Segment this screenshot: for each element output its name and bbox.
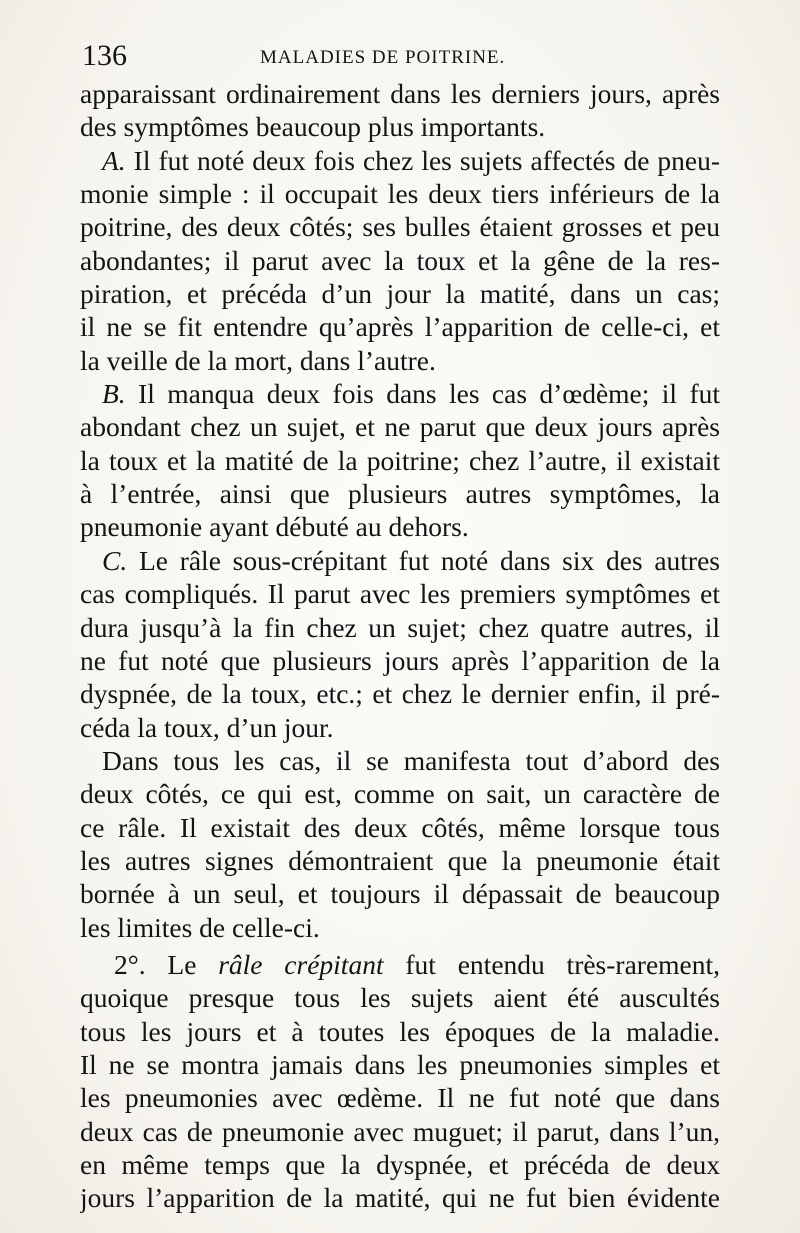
text-line: les autres signes démontraient que la pneumonie était — [80, 844, 720, 876]
text-line: céda la toux, d’un jour. — [80, 711, 334, 743]
paragraph-b-first-line — [80, 377, 720, 410]
page-header — [80, 38, 720, 78]
body-text — [80, 77, 720, 1215]
text-line: pneumonie ayant débuté au dehors. — [80, 511, 469, 543]
text-line: la toux et la matité de la poitrine; chez l’autre, il existait — [80, 444, 720, 476]
paragraph-2-first-line — [80, 948, 720, 981]
text-line: abondant chez un sujet, et ne parut que deux jours après — [80, 411, 720, 443]
text-line: dyspnée, de la toux, etc.; et chez le dernier enfin, il pré- — [80, 678, 720, 710]
paragraph-marker-2: 2°. Le — [114, 948, 197, 980]
page-number: 136 — [82, 39, 127, 72]
text-line: piration, et précéda d’un jour la matité, dans un cas; — [80, 278, 720, 310]
text-line: en même temps que la dyspnée, et précéda de deux — [80, 1149, 720, 1180]
text-line: Dans tous les cas, il se manifesta tout d’abord des — [102, 744, 720, 776]
text-line: jours l’apparition de la matité, qui ne fut bien évidente — [80, 1182, 720, 1214]
text-line: bornée à un seul, et toujours il dépassait de beaucoup — [80, 878, 720, 910]
paragraph-c-first-line — [80, 544, 720, 577]
text-line: la veille de la mort, dans l’autre. — [80, 344, 436, 376]
text-line: Il fut noté deux fois chez les sujets affectés de pneu- — [133, 144, 720, 176]
text-line: Il ne se montra jamais dans les pneumonies simples et — [80, 1048, 720, 1080]
text-line: il ne se fit entendre qu’après l’apparition de celle-ci, et — [80, 311, 720, 343]
paragraph-marker-c: C. — [102, 544, 128, 576]
text-line: les pneumonies avec œdème. Il ne fut noté que dans — [80, 1082, 720, 1114]
paragraph-a-first-line — [80, 144, 720, 177]
text-line: ce râle. Il existait des deux côtés, même lorsque tous — [80, 811, 720, 843]
text-line: cas compliqués. Il parut avec les premiers symptômes et — [80, 578, 720, 610]
text-line: ne fut noté que plusieurs jours après l’apparition de la — [80, 644, 720, 676]
text-line: à l’entrée, ainsi que plusieurs autres symptômes, la — [80, 478, 720, 510]
text-line: Le râle sous-crépitant fut noté dans six des autres — [138, 544, 720, 576]
text-line: poitrine, des deux côtés; ses bulles étaient grosses et peu — [80, 211, 720, 243]
term-rale-crepitant: râle crépitant — [218, 948, 384, 980]
text-line: les limites de celle-ci. — [80, 911, 320, 943]
text-line: apparaissant ordinairement dans les derniers jours, après — [80, 78, 720, 109]
text-line: deux cas de pneumonie avec muguet; il parut, dans l’un, — [80, 1115, 720, 1147]
text-line: des symptômes beaucoup plus importants. — [80, 111, 546, 143]
paragraph-marker-b: B. — [102, 378, 126, 410]
text-line: Il manqua deux fois dans les cas d’œdème; il fut — [138, 378, 720, 410]
paragraph-marker-a: A. — [102, 144, 126, 176]
text-line: fut entendu très-rarement, — [405, 948, 720, 980]
running-head: MALADIES DE POITRINE. — [260, 47, 506, 68]
text-line: dura jusqu’à la fin chez un sujet; chez quatre autres, il — [80, 611, 720, 643]
text-line: abondantes; il parut avec la toux et la gêne de la res- — [80, 244, 720, 276]
text-line: monie simple : il occupait les deux tiers inférieurs de la — [80, 178, 720, 210]
text-line: deux côtés, ce qui est, comme on sait, un caractère de — [80, 778, 720, 810]
text-line: tous les jours et à toutes les époques de la maladie. — [80, 1015, 720, 1047]
text-line: quoique presque tous les sujets aient été auscultés — [80, 982, 720, 1014]
